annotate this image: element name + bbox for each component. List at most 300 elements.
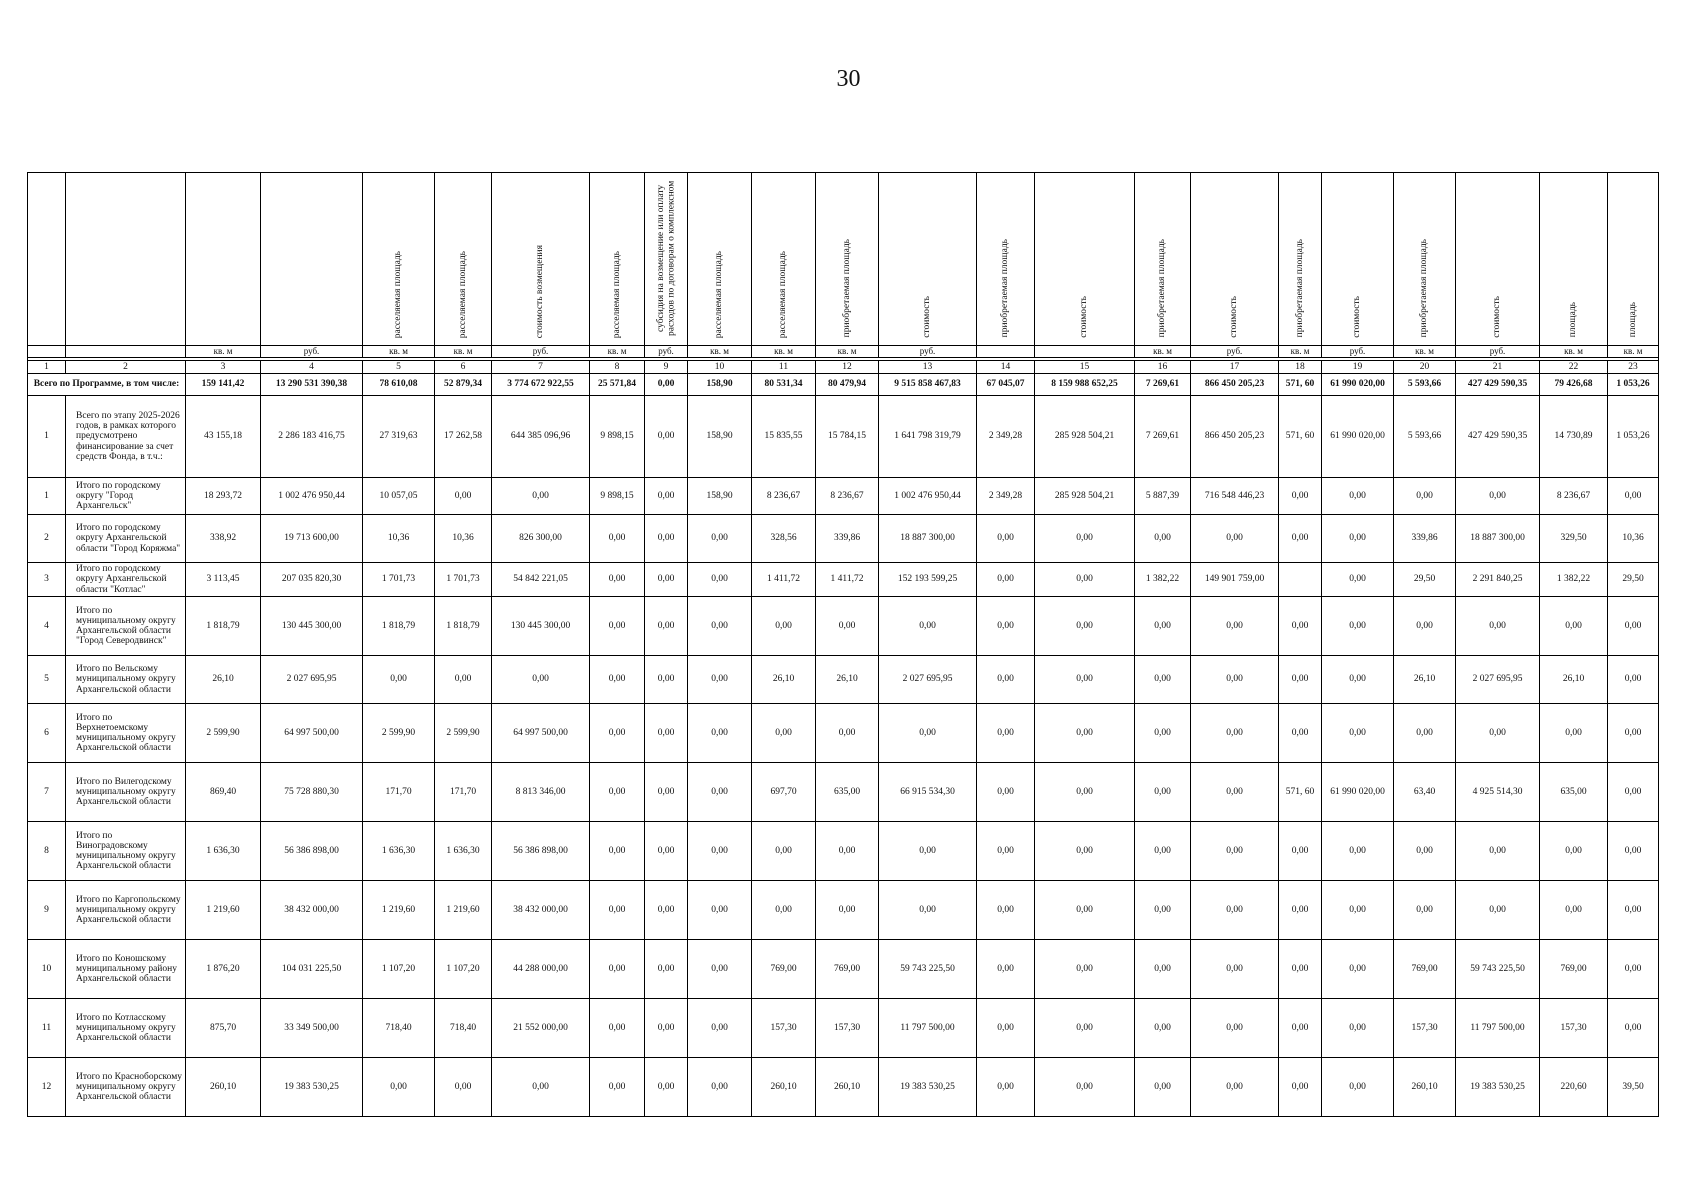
row-label: Всего по этапу 2025-2026 годов, в рамках которого предусмотрено финансирование за счет средств Фонда, в т.ч.: bbox=[66, 396, 186, 478]
value-cell: 2 286 183 416,75 bbox=[261, 396, 363, 478]
value-cell: 0,00 bbox=[1322, 822, 1394, 881]
unit-cell: руб. bbox=[879, 346, 977, 358]
column-number-cell: 9 bbox=[645, 361, 688, 374]
column-number-cell: 11 bbox=[752, 361, 816, 374]
value-cell: 152 193 599,25 bbox=[879, 563, 977, 597]
value-cell: 26,10 bbox=[1394, 656, 1456, 704]
value-cell: 0,00 bbox=[688, 881, 752, 940]
value-cell: 0,00 bbox=[816, 881, 879, 940]
value-cell: 18 293,72 bbox=[186, 478, 261, 515]
value-cell: 39,50 bbox=[1608, 1058, 1659, 1117]
value-cell: 1 053,26 bbox=[1608, 396, 1659, 478]
value-cell: 0,00 bbox=[1035, 515, 1135, 563]
value-cell: 0,00 bbox=[688, 563, 752, 597]
column-number-cell: 21 bbox=[1456, 361, 1540, 374]
row-label: Итого по Вельскому муниципальному округу Архангельской области bbox=[66, 656, 186, 704]
value-cell bbox=[1279, 563, 1322, 597]
value-cell: 866 450 205,23 bbox=[1191, 396, 1279, 478]
value-cell: 0,00 bbox=[1540, 822, 1608, 881]
value-cell: 19 713 600,00 bbox=[261, 515, 363, 563]
value-cell: 8 236,67 bbox=[752, 478, 816, 515]
column-number-cell: 3 bbox=[186, 361, 261, 374]
value-cell: 1 219,60 bbox=[186, 881, 261, 940]
value-cell: 1 636,30 bbox=[363, 822, 435, 881]
table-row bbox=[28, 478, 1659, 515]
row-label: Итого по Котласскому муниципальному округу Архангельской области bbox=[66, 999, 186, 1058]
value-cell: 1 818,79 bbox=[186, 597, 261, 656]
value-cell: 158,90 bbox=[688, 478, 752, 515]
value-cell: 0,00 bbox=[645, 1058, 688, 1117]
header-cell bbox=[1456, 173, 1540, 346]
value-cell: 158,90 bbox=[688, 396, 752, 478]
value-cell: 0,00 bbox=[1456, 597, 1540, 656]
value-cell: 0,00 bbox=[645, 999, 688, 1058]
value-cell: 285 928 504,21 bbox=[1035, 396, 1135, 478]
column-number-cell: 6 bbox=[435, 361, 492, 374]
value-cell: 0,00 bbox=[688, 822, 752, 881]
value-cell: 0,00 bbox=[1191, 999, 1279, 1058]
column-number-cell: 23 bbox=[1608, 361, 1659, 374]
value-cell: 1 219,60 bbox=[435, 881, 492, 940]
value-cell: 0,00 bbox=[879, 881, 977, 940]
column-number-cell: 22 bbox=[1540, 361, 1608, 374]
value-cell: 2 599,90 bbox=[435, 704, 492, 763]
value-cell: 54 842 221,05 bbox=[492, 563, 590, 597]
value-cell: 635,00 bbox=[1540, 763, 1608, 822]
value-cell: 1 002 476 950,44 bbox=[879, 478, 977, 515]
value-cell: 0,00 bbox=[1135, 940, 1191, 999]
header-label: расселяемая площадь bbox=[611, 250, 622, 338]
value-cell: 14 730,89 bbox=[1540, 396, 1608, 478]
value-cell: 0,00 bbox=[752, 822, 816, 881]
header-label: приобретаемая площадь bbox=[1000, 239, 1011, 338]
value-cell: 157,30 bbox=[752, 999, 816, 1058]
unit-cell bbox=[66, 346, 186, 358]
column-number-cell: 4 bbox=[261, 361, 363, 374]
value-cell: 0,00 bbox=[645, 396, 688, 478]
table-row bbox=[28, 940, 1659, 999]
value-cell: 0,00 bbox=[590, 515, 645, 563]
unit-cell: кв. м bbox=[590, 346, 645, 358]
value-cell: 0,00 bbox=[688, 999, 752, 1058]
value-cell: 0,00 bbox=[1394, 881, 1456, 940]
value-cell: 0,00 bbox=[492, 1058, 590, 1117]
value-cell: 0,00 bbox=[1279, 999, 1322, 1058]
value-cell: 875,70 bbox=[186, 999, 261, 1058]
value-cell: 27 319,63 bbox=[363, 396, 435, 478]
value-cell: 130 445 300,00 bbox=[492, 597, 590, 656]
value-cell: 0,00 bbox=[1191, 515, 1279, 563]
table-row bbox=[28, 656, 1659, 704]
value-cell: 0,00 bbox=[1279, 1058, 1322, 1117]
header-label: расселяемая площадь bbox=[714, 250, 725, 338]
row-number: 10 bbox=[28, 940, 66, 999]
value-cell: 260,10 bbox=[186, 1058, 261, 1117]
value-cell: 0,00 bbox=[1322, 940, 1394, 999]
value-cell: 0,00 bbox=[1608, 656, 1659, 704]
value-cell: 0,00 bbox=[1456, 822, 1540, 881]
column-number-cell: 19 bbox=[1322, 361, 1394, 374]
value-cell: 0,00 bbox=[1035, 940, 1135, 999]
value-cell: 769,00 bbox=[1540, 940, 1608, 999]
value-cell: 0,00 bbox=[590, 656, 645, 704]
value-cell: 338,92 bbox=[186, 515, 261, 563]
value-cell: 0,00 bbox=[435, 656, 492, 704]
value-cell: 0,00 bbox=[1322, 1058, 1394, 1117]
value-cell: 75 728 880,30 bbox=[261, 763, 363, 822]
row-label: Итого по Красноборскому муниципальному округу Архангельской области bbox=[66, 1058, 186, 1117]
value-cell: 0,00 bbox=[590, 940, 645, 999]
value-cell: 0,00 bbox=[688, 940, 752, 999]
value-cell: 0,00 bbox=[590, 999, 645, 1058]
value-cell: 157,30 bbox=[816, 999, 879, 1058]
value-cell: 80 531,34 bbox=[752, 374, 816, 396]
unit-cell: руб. bbox=[645, 346, 688, 358]
unit-cell: руб. bbox=[261, 346, 363, 358]
value-cell: 1 701,73 bbox=[363, 563, 435, 597]
value-cell: 79 426,68 bbox=[1540, 374, 1608, 396]
header-cell bbox=[1608, 173, 1659, 346]
table-row bbox=[28, 822, 1659, 881]
value-cell: 0,00 bbox=[1394, 822, 1456, 881]
value-cell: 64 997 500,00 bbox=[492, 704, 590, 763]
value-cell: 0,00 bbox=[590, 563, 645, 597]
value-cell: 0,00 bbox=[977, 656, 1035, 704]
header-label: стоимость bbox=[1352, 295, 1363, 338]
unit-cell: кв. м bbox=[1394, 346, 1456, 358]
value-cell: 52 879,34 bbox=[435, 374, 492, 396]
header-cell bbox=[688, 173, 752, 346]
value-cell: 0,00 bbox=[977, 563, 1035, 597]
value-cell: 18 887 300,00 bbox=[1456, 515, 1540, 563]
value-cell: 1 382,22 bbox=[1135, 563, 1191, 597]
value-cell: 0,00 bbox=[1135, 881, 1191, 940]
value-cell: 0,00 bbox=[688, 515, 752, 563]
row-label: Итого по муниципальному округу Архангельской области "Город Северодвинск" bbox=[66, 597, 186, 656]
value-cell: 0,00 bbox=[492, 656, 590, 704]
value-cell: 866 450 205,23 bbox=[1191, 374, 1279, 396]
value-cell: 11 797 500,00 bbox=[1456, 999, 1540, 1058]
value-cell: 0,00 bbox=[1191, 822, 1279, 881]
value-cell: 7 269,61 bbox=[1135, 374, 1191, 396]
value-cell: 1 411,72 bbox=[816, 563, 879, 597]
value-cell: 0,00 bbox=[1456, 478, 1540, 515]
value-cell: 17 262,58 bbox=[435, 396, 492, 478]
header-label: приобретаемая площадь bbox=[1157, 239, 1168, 338]
value-cell: 0,00 bbox=[977, 597, 1035, 656]
value-cell: 9 898,15 bbox=[590, 478, 645, 515]
value-cell: 0,00 bbox=[1191, 940, 1279, 999]
value-cell: 718,40 bbox=[363, 999, 435, 1058]
row-label: Итого по городскому округу Архангельской области "Город Коряжма" bbox=[66, 515, 186, 563]
value-cell: 0,00 bbox=[645, 940, 688, 999]
value-cell: 61 990 020,00 bbox=[1322, 374, 1394, 396]
header-cell bbox=[28, 173, 66, 346]
row-number: 1 bbox=[28, 396, 66, 478]
value-cell: 0,00 bbox=[1608, 763, 1659, 822]
value-cell: 0,00 bbox=[1322, 478, 1394, 515]
value-cell: 0,00 bbox=[879, 822, 977, 881]
value-cell: 3 774 672 922,55 bbox=[492, 374, 590, 396]
page-number: 30 bbox=[836, 66, 861, 92]
value-cell: 769,00 bbox=[816, 940, 879, 999]
value-cell: 0,00 bbox=[1279, 881, 1322, 940]
unit-cell: руб. bbox=[1322, 346, 1394, 358]
value-cell: 339,86 bbox=[816, 515, 879, 563]
value-cell: 0,00 bbox=[1608, 999, 1659, 1058]
row-label: Итого по Вилегодскому муниципальному округу Архангельской области bbox=[66, 763, 186, 822]
value-cell: 0,00 bbox=[590, 597, 645, 656]
header-cell bbox=[645, 173, 688, 346]
value-cell: 0,00 bbox=[1135, 1058, 1191, 1117]
unit-cell: руб. bbox=[1191, 346, 1279, 358]
value-cell: 0,00 bbox=[435, 478, 492, 515]
value-cell: 0,00 bbox=[977, 822, 1035, 881]
row-label: Итого по Коношскому муниципальному району Архангельской области bbox=[66, 940, 186, 999]
value-cell: 15 784,15 bbox=[816, 396, 879, 478]
column-number-cell: 7 bbox=[492, 361, 590, 374]
value-cell: 13 290 531 390,38 bbox=[261, 374, 363, 396]
value-cell: 0,00 bbox=[1322, 881, 1394, 940]
value-cell: 0,00 bbox=[435, 1058, 492, 1117]
value-cell: 0,00 bbox=[645, 881, 688, 940]
header-label: стоимость bbox=[1492, 295, 1503, 338]
value-cell: 10,36 bbox=[435, 515, 492, 563]
header-cell bbox=[1035, 173, 1135, 346]
value-cell: 2 027 695,95 bbox=[261, 656, 363, 704]
value-cell: 0,00 bbox=[688, 597, 752, 656]
value-cell: 1 053,26 bbox=[1608, 374, 1659, 396]
total-row bbox=[28, 374, 1659, 396]
value-cell: 59 743 225,50 bbox=[879, 940, 977, 999]
unit-cell: кв. м bbox=[435, 346, 492, 358]
value-cell: 0,00 bbox=[1608, 704, 1659, 763]
value-cell: 0,00 bbox=[1035, 999, 1135, 1058]
header-cell bbox=[752, 173, 816, 346]
value-cell: 0,00 bbox=[1456, 881, 1540, 940]
row-number: 2 bbox=[28, 515, 66, 563]
value-cell: 11 797 500,00 bbox=[879, 999, 977, 1058]
unit-cell: кв. м bbox=[1608, 346, 1659, 358]
value-cell: 716 548 446,23 bbox=[1191, 478, 1279, 515]
value-cell: 0,00 bbox=[1191, 704, 1279, 763]
unit-cell: кв. м bbox=[186, 346, 261, 358]
value-cell: 1 818,79 bbox=[363, 597, 435, 656]
column-number-cell: 10 bbox=[688, 361, 752, 374]
table-row bbox=[28, 396, 1659, 478]
value-cell: 78 610,08 bbox=[363, 374, 435, 396]
row-number: 3 bbox=[28, 563, 66, 597]
value-cell: 0,00 bbox=[1035, 563, 1135, 597]
value-cell: 260,10 bbox=[752, 1058, 816, 1117]
value-cell: 0,00 bbox=[752, 597, 816, 656]
unit-cell: кв. м bbox=[688, 346, 752, 358]
value-cell: 0,00 bbox=[977, 704, 1035, 763]
unit-cell: кв. м bbox=[752, 346, 816, 358]
value-cell: 0,00 bbox=[645, 374, 688, 396]
value-cell: 0,00 bbox=[1191, 1058, 1279, 1117]
value-cell: 19 383 530,25 bbox=[879, 1058, 977, 1117]
value-cell: 1 636,30 bbox=[435, 822, 492, 881]
value-cell: 1 107,20 bbox=[435, 940, 492, 999]
value-cell: 571, 60 bbox=[1279, 374, 1322, 396]
header-cell bbox=[879, 173, 977, 346]
value-cell: 285 928 504,21 bbox=[1035, 478, 1135, 515]
value-cell: 0,00 bbox=[1035, 763, 1135, 822]
value-cell: 0,00 bbox=[1191, 656, 1279, 704]
value-cell: 149 901 759,00 bbox=[1191, 563, 1279, 597]
value-cell: 0,00 bbox=[1279, 515, 1322, 563]
value-cell: 0,00 bbox=[1279, 704, 1322, 763]
value-cell: 0,00 bbox=[1608, 597, 1659, 656]
unit-cell bbox=[1035, 346, 1135, 358]
value-cell: 0,00 bbox=[1540, 881, 1608, 940]
value-cell: 0,00 bbox=[1135, 656, 1191, 704]
value-cell: 220,60 bbox=[1540, 1058, 1608, 1117]
value-cell: 8 159 988 652,25 bbox=[1035, 374, 1135, 396]
value-cell: 769,00 bbox=[1394, 940, 1456, 999]
row-number: 4 bbox=[28, 597, 66, 656]
value-cell: 0,00 bbox=[1322, 656, 1394, 704]
value-cell: 0,00 bbox=[1279, 822, 1322, 881]
value-cell: 26,10 bbox=[752, 656, 816, 704]
value-cell: 1 636,30 bbox=[186, 822, 261, 881]
value-cell: 2 599,90 bbox=[186, 704, 261, 763]
value-cell: 826 300,00 bbox=[492, 515, 590, 563]
header-label: расселяемая площадь bbox=[457, 250, 468, 338]
value-cell: 1 002 476 950,44 bbox=[261, 478, 363, 515]
column-number-cell: 20 bbox=[1394, 361, 1456, 374]
value-cell: 130 445 300,00 bbox=[261, 597, 363, 656]
value-cell: 0,00 bbox=[1135, 597, 1191, 656]
header-cell bbox=[492, 173, 590, 346]
value-cell: 0,00 bbox=[1279, 597, 1322, 656]
value-cell: 0,00 bbox=[645, 763, 688, 822]
value-cell: 5 593,66 bbox=[1394, 374, 1456, 396]
value-cell: 260,10 bbox=[816, 1058, 879, 1117]
value-cell: 0,00 bbox=[590, 1058, 645, 1117]
unit-cell: руб. bbox=[1456, 346, 1540, 358]
row-number: 5 bbox=[28, 656, 66, 704]
value-cell: 0,00 bbox=[1608, 478, 1659, 515]
column-number-cell: 14 bbox=[977, 361, 1035, 374]
value-cell: 0,00 bbox=[1608, 822, 1659, 881]
value-cell: 0,00 bbox=[816, 822, 879, 881]
column-number-cell: 16 bbox=[1135, 361, 1191, 374]
row-number: 9 bbox=[28, 881, 66, 940]
header-label: стоимость bbox=[1079, 295, 1090, 338]
column-number-cell: 2 bbox=[66, 361, 186, 374]
value-cell: 0,00 bbox=[1608, 940, 1659, 999]
row-number: 11 bbox=[28, 999, 66, 1058]
value-cell: 0,00 bbox=[645, 515, 688, 563]
row-number: 12 bbox=[28, 1058, 66, 1117]
row-number: 7 bbox=[28, 763, 66, 822]
value-cell: 0,00 bbox=[816, 597, 879, 656]
value-cell: 0,00 bbox=[1322, 563, 1394, 597]
value-cell: 769,00 bbox=[752, 940, 816, 999]
value-cell: 0,00 bbox=[645, 563, 688, 597]
value-cell: 0,00 bbox=[363, 656, 435, 704]
header-label: расселяемая площадь bbox=[393, 250, 404, 338]
header-cell bbox=[435, 173, 492, 346]
value-cell: 44 288 000,00 bbox=[492, 940, 590, 999]
header-cell bbox=[186, 173, 261, 346]
column-number-cell: 15 bbox=[1035, 361, 1135, 374]
unit-cell: кв. м bbox=[816, 346, 879, 358]
value-cell: 0,00 bbox=[752, 881, 816, 940]
header-label: стоимость bbox=[1229, 295, 1240, 338]
value-cell: 171,70 bbox=[435, 763, 492, 822]
value-cell: 0,00 bbox=[1608, 881, 1659, 940]
value-cell: 2 349,28 bbox=[977, 478, 1035, 515]
value-cell: 2 599,90 bbox=[363, 704, 435, 763]
value-cell: 2 291 840,25 bbox=[1456, 563, 1540, 597]
value-cell: 0,00 bbox=[590, 881, 645, 940]
value-cell: 38 432 000,00 bbox=[492, 881, 590, 940]
value-cell: 1 107,20 bbox=[363, 940, 435, 999]
value-cell: 1 641 798 319,79 bbox=[879, 396, 977, 478]
row-number: 6 bbox=[28, 704, 66, 763]
value-cell: 10,36 bbox=[363, 515, 435, 563]
value-cell: 571, 60 bbox=[1279, 763, 1322, 822]
header-cell bbox=[816, 173, 879, 346]
value-cell: 8 813 346,00 bbox=[492, 763, 590, 822]
value-cell: 1 411,72 bbox=[752, 563, 816, 597]
value-cell: 0,00 bbox=[977, 999, 1035, 1058]
value-cell: 2 027 695,95 bbox=[1456, 656, 1540, 704]
value-cell: 67 045,07 bbox=[977, 374, 1035, 396]
value-cell: 0,00 bbox=[645, 656, 688, 704]
value-cell: 0,00 bbox=[879, 704, 977, 763]
value-cell: 157,30 bbox=[1394, 999, 1456, 1058]
value-cell: 2 027 695,95 bbox=[879, 656, 977, 704]
value-cell: 9 898,15 bbox=[590, 396, 645, 478]
value-cell: 80 479,94 bbox=[816, 374, 879, 396]
row-number: 1 bbox=[28, 478, 66, 515]
value-cell: 0,00 bbox=[1394, 704, 1456, 763]
value-cell: 56 386 898,00 bbox=[492, 822, 590, 881]
row-label: Итого по городскому округу "Город Архангельск" bbox=[66, 478, 186, 515]
value-cell: 0,00 bbox=[977, 515, 1035, 563]
table-row bbox=[28, 597, 1659, 656]
column-number-cell: 18 bbox=[1279, 361, 1322, 374]
value-cell: 329,50 bbox=[1540, 515, 1608, 563]
value-cell: 7 269,61 bbox=[1135, 396, 1191, 478]
table-row bbox=[28, 881, 1659, 940]
value-cell: 718,40 bbox=[435, 999, 492, 1058]
header-cell bbox=[66, 173, 186, 346]
value-cell: 1 219,60 bbox=[363, 881, 435, 940]
units-row bbox=[28, 346, 1659, 358]
value-cell: 0,00 bbox=[1035, 1058, 1135, 1117]
value-cell: 1 701,73 bbox=[435, 563, 492, 597]
value-cell: 26,10 bbox=[816, 656, 879, 704]
header-label: приобретаемая площадь bbox=[1294, 239, 1305, 338]
value-cell: 66 915 534,30 bbox=[879, 763, 977, 822]
value-cell: 0,00 bbox=[590, 822, 645, 881]
table-row bbox=[28, 563, 1659, 597]
header-label: приобретаемая площадь bbox=[841, 239, 852, 338]
value-cell: 61 990 020,00 bbox=[1322, 396, 1394, 478]
value-cell: 0,00 bbox=[688, 656, 752, 704]
row-label: Итого по городскому округу Архангельской области "Котлас" bbox=[66, 563, 186, 597]
value-cell: 4 925 514,30 bbox=[1456, 763, 1540, 822]
value-cell: 0,00 bbox=[590, 704, 645, 763]
column-number-cell: 13 bbox=[879, 361, 977, 374]
value-cell: 15 835,55 bbox=[752, 396, 816, 478]
value-cell: 10,36 bbox=[1608, 515, 1659, 563]
